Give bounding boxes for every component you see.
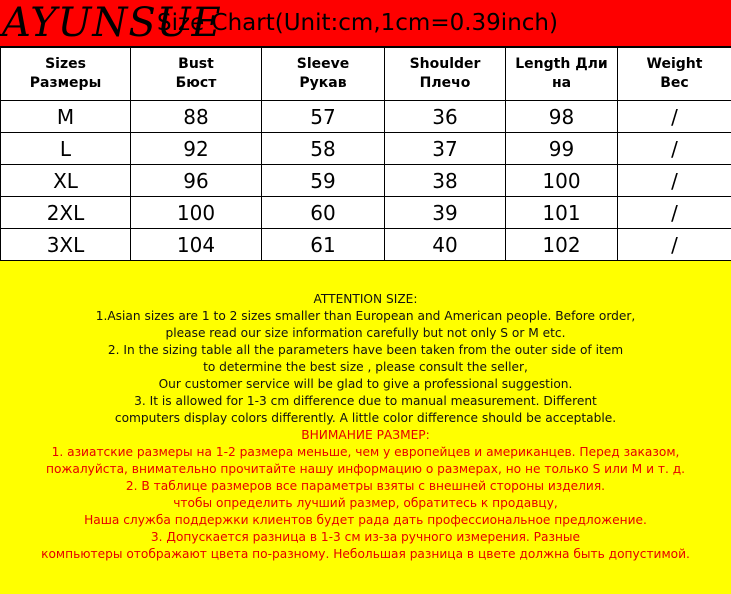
table-cell: 57	[262, 101, 385, 133]
table-cell: 101	[506, 197, 618, 229]
table-row	[1, 101, 731, 133]
table-header-row	[1, 48, 731, 101]
notice-line-en: 1.Asian sizes are 1 to 2 sizes smaller than European and American people. Before order,	[95, 309, 636, 323]
table-cell: L	[1, 133, 131, 165]
notice-line-en: please read our size information carefully but not only S or M etc.	[165, 326, 566, 340]
notice-line-ru: 3. Допускается разница в 1-3 см из-за ручного измерения. Разные	[150, 530, 581, 544]
column-header: Shoulder Плечо	[385, 48, 506, 101]
table-cell: 39	[385, 197, 506, 229]
notice-line-ru: 2. В таблице размеров все параметры взяты с внешней стороны изделия.	[125, 479, 606, 493]
table-cell: /	[618, 197, 731, 229]
table-row	[1, 229, 731, 261]
table-cell: /	[618, 165, 731, 197]
table-cell: 92	[131, 133, 262, 165]
column-header: Bust Бюст	[131, 48, 262, 101]
notice-line-ru: Наша служба поддержки клиентов будет рада дать профессиональное предложение.	[84, 513, 647, 527]
column-header: Weight Вес	[618, 48, 731, 101]
attention-notice	[0, 260, 731, 594]
table-cell: 104	[131, 229, 262, 261]
table-row	[1, 165, 731, 197]
table-cell: 96	[131, 165, 262, 197]
table-cell: 3XL	[1, 229, 131, 261]
table-cell: 60	[262, 197, 385, 229]
table-cell: XL	[1, 165, 131, 197]
column-header: Length Дли на	[506, 48, 618, 101]
chart-title: Size Chart(Unit:cm,1cm=0.39inch)	[157, 10, 558, 36]
table-cell: 100	[131, 197, 262, 229]
table-row	[1, 133, 731, 165]
table-cell: 88	[131, 101, 262, 133]
notice-line-ru: пожалуйста, внимательно прочитайте нашу информацию о размерах, но не только S или M и т. д.	[45, 462, 686, 476]
size-chart-header	[0, 0, 731, 48]
table-cell: /	[618, 229, 731, 261]
notice-line-ru: компьютеры отображают цвета по-разному. Небольшая разница в цвете должна быть допустимой.	[41, 547, 690, 561]
table-cell: /	[618, 101, 731, 133]
column-header: Sleeve Рукав	[262, 48, 385, 101]
table-cell: M	[1, 101, 131, 133]
brand-logo: AYUNSUE	[2, 0, 222, 46]
table-cell: 2XL	[1, 197, 131, 229]
notice-line-en: 3. It is allowed for 1-3 cm difference due to manual measurement. Different	[134, 394, 597, 408]
table-cell: 36	[385, 101, 506, 133]
table-row	[1, 197, 731, 229]
table-cell: 37	[385, 133, 506, 165]
table-cell: 40	[385, 229, 506, 261]
table-cell: 100	[506, 165, 618, 197]
table-cell: 38	[385, 165, 506, 197]
notice-line-en: 2. In the sizing table all the parameters have been taken from the outer side of item	[107, 343, 624, 357]
table-cell: 99	[506, 133, 618, 165]
table-cell: /	[618, 133, 731, 165]
notice-line-ru: 1. азиатские размеры на 1-2 размера меньше, чем у европейцев и американцев. Перед заказом,	[51, 445, 680, 459]
table-cell: 98	[506, 101, 618, 133]
table-cell: 59	[262, 165, 385, 197]
notice-line-ru: чтобы определить лучший размер, обратитесь к продавцу,	[173, 496, 558, 510]
notice-line-en: to determine the best size , please consult the seller,	[203, 360, 528, 374]
notice-line-en: Our customer service will be glad to give a professional suggestion.	[158, 377, 573, 391]
table-cell: 58	[262, 133, 385, 165]
notice-line-ru: ВНИМАНИЕ РАЗМЕР:	[301, 428, 430, 442]
notice-line-en: ATTENTION SIZE:	[313, 292, 418, 306]
size-table	[0, 47, 731, 261]
table-cell: 102	[506, 229, 618, 261]
notice-line-en: computers display colors differently. A little color difference should be acceptable.	[114, 411, 617, 425]
table-cell: 61	[262, 229, 385, 261]
column-header: Sizes Размеры	[1, 48, 131, 101]
